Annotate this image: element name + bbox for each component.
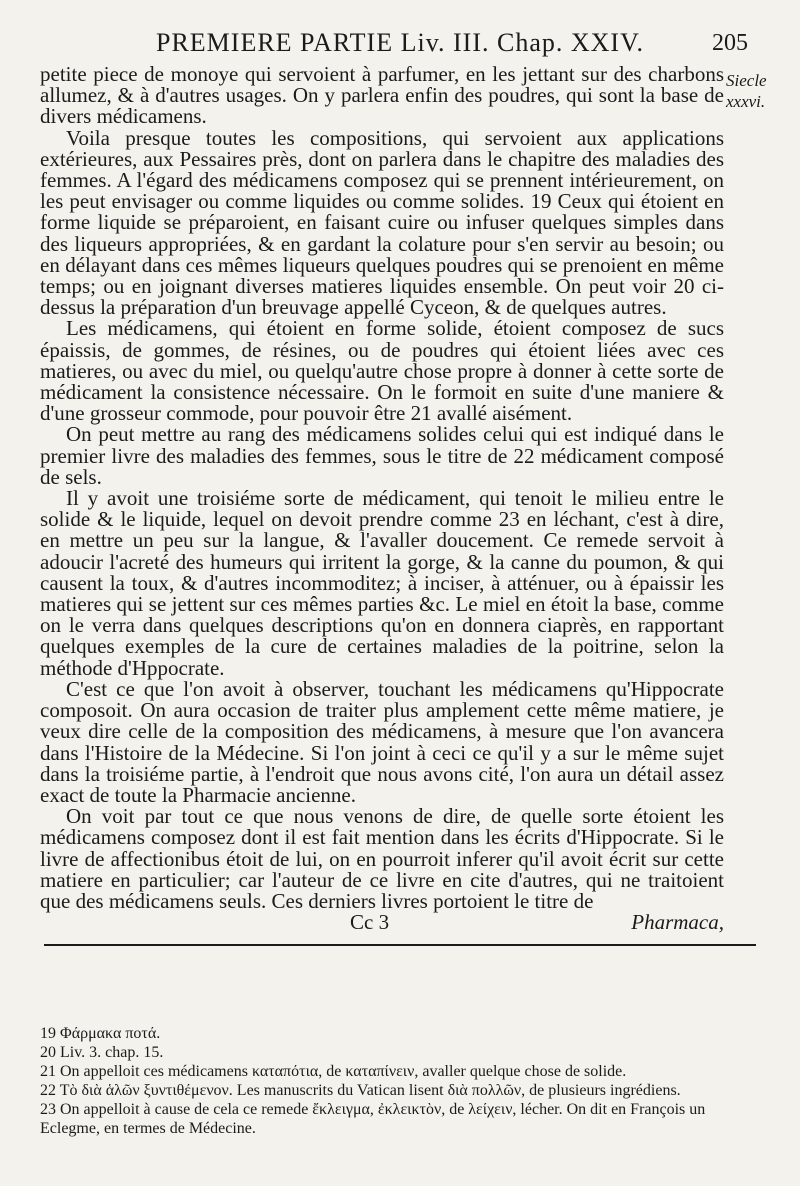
footnote: 19 Φάρμακα ποτά.	[40, 1025, 161, 1042]
footnote: 22 Τὸ διὰ ἁλῶν ξυντιθέμενον. Les manuscrits du Vatican lisent διὰ πολλῶν, de plusieurs ingrédiens.	[40, 1082, 681, 1099]
paragraph: On peut mettre au rang des médicamens solides celui qui est indiqué dans le premier livre des maladies des femmes, sous le titre de 22 médicament composé de sels.	[40, 422, 724, 489]
footnote-rule	[44, 944, 756, 946]
paragraph: Les médicamens, qui étoient en forme solide, étoient composez de sucs épaissis, de gommes, de résines, ou de poudres qui étoient liées avec ces matieres, ou avec du miel, ou quelqu'autre chose propre à donner à cette sorte de médicament la consistence nécessaire. On le formoit en suite d'une maniere & d'une grosseur commode, pour pouvoir être 21 avallé aisément.	[40, 316, 724, 426]
paragraph: On voit par tout ce que nous venons de dire, de quelle sorte étoient les médicamens composez dont il est fait mention dans les écrits d'Hippocrate. Si le livre de affectionibus étoit de lui, on en pourroit inferer qu'il avoit écrit sur cette matiere en particulier; car l'auteur de ce livre en cite d'autres, qui ne traitoient que des médicamens seuls. Ces derniers livres portoient le titre de	[40, 804, 724, 913]
paragraph: C'est ce que l'on avoit à observer, touchant les médicamens qu'Hippocrate composoit. On aura occasion de traiter plus amplement cette même matiere, je veux dire celle de la composition des médicamens, à mesure que l'on avancera dans l'Histoire de la Médecine. Si l'on joint à ceci ce qu'il y a sur le même sujet dans la troisiéme partie, à l'endroit que nous avons cité, l'on aura un détail assez exact de toute la Pharmacie ancienne.	[40, 676, 724, 807]
footnote: 20 Liv. 3. chap. 15.	[40, 1044, 164, 1061]
main-text	[40, 64, 724, 912]
paragraph: petite piece de monoye qui servoient à parfumer, en les jettant sur des charbons allumez, & à d'autres usages. On y parlera enfin des poudres, qui sont la base de divers médicamens.	[40, 62, 724, 129]
running-head: PREMIERE PARTIE Liv. III. Chap. XXIV.	[155, 28, 645, 57]
catchword: Pharmaca,	[631, 910, 724, 934]
paragraph: Voila presque toutes les compositions, qui servoient aux applications extérieures, aux Pessaires près, dont on parlera dans le chapitre des maladies des femmes. A l'égard des médicamens composez qui se prennent intérieurement, on les peut envisager ou comme liquides ou comme solides. 19 Ceux qui étoient en forme liquide se préparoient, en faisant cuire ou infuser quelques simples dans des liqueurs appropriées, & en gardant la colature pour s'en servir au besoin; ou en délayant dans ces mêmes liqueurs quelques poudres qui se prenoient en même temps; ou en joignant diverses matieres liquides ensemble. On peut voir 20 ci-dessus la préparation d'un breuvage appellé Cyceon, & de quelques autres.	[40, 125, 724, 320]
page-header	[0, 28, 800, 64]
margin-note: Siecle xxxvi.	[726, 71, 767, 111]
footnote: 23 On appelloit à cause de cela ce remede ἔκλειγμα, ἐκλεικτὸν, de λείχειν, lécher. On dit en François un Eclegme, en termes de Médecine.	[40, 1101, 706, 1137]
footnotes	[40, 1024, 756, 1138]
footnote: 21 On appelloit ces médicamens καταπότια, de καταπίνειν, avaller quelque chose de solide.	[40, 1063, 627, 1080]
signature-mark: Cc 3	[350, 910, 390, 934]
page-number: 205	[712, 30, 748, 56]
paragraph: Il y avoit une troisiéme sorte de médicament, qui tenoit le milieu entre le solide & le liquide, lequel on devoit prendre comme 23 en léchant, c'est à dire, en mettre un peu sur la langue, & l'avaller doucement. Ce remede servoit à adoucir l'acreté des humeurs qui irritent la gorge, & la canne du poumon, & qui causent la toux, & d'autres incommoditez; à inciser, à atténuer, ou à épaissir les matieres qui se jettent sur ces mêmes parties &c. Le miel en étoit la base, comme on le verra dans quelques descriptions qu'on en donnera ciaprès, en rapportant quelques exemples de la cure de certaines maladies de la poitrine, selon la méthode d'Hppocrate.	[40, 486, 724, 680]
catchwords-line	[40, 910, 724, 934]
